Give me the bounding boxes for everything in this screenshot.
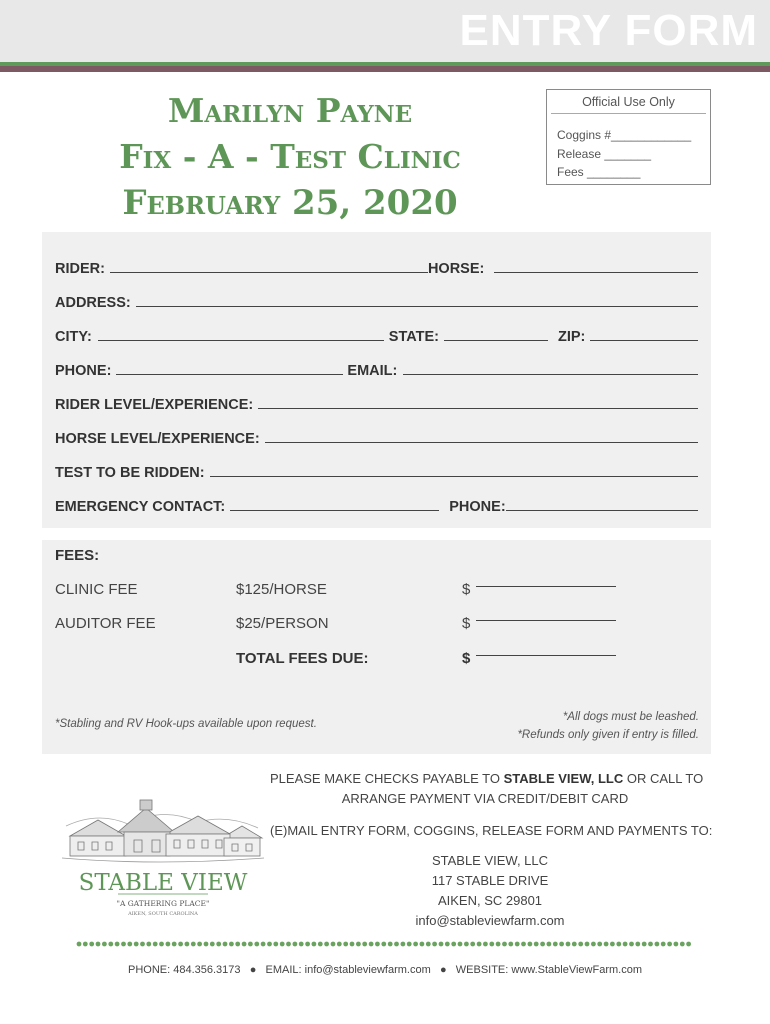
city-field[interactable] — [98, 340, 384, 341]
mailing-street: 117 STABLE DRIVE — [431, 873, 549, 888]
official-use-title: Official Use Only — [551, 95, 706, 114]
clinic-fee-field[interactable] — [476, 586, 616, 587]
total-fees-currency: $ — [462, 650, 471, 667]
phone-field[interactable] — [116, 374, 343, 375]
phone-label: PHONE: — [55, 363, 112, 379]
event-clinician: Marilyn Payne — [167, 91, 413, 130]
clinic-fee-price: $125/HORSE — [236, 581, 327, 598]
event-title — [100, 88, 480, 226]
city-label: CITY: — [55, 329, 92, 345]
horse-level-label: HORSE LEVEL/EXPERIENCE: — [55, 431, 260, 447]
logo-name: STABLE VIEW — [78, 870, 248, 896]
payment-pre-text: PLEASE MAKE CHECKS PAYABLE TO — [270, 771, 504, 786]
logo-tagline: "A GATHERING PLACE" — [116, 899, 210, 908]
auditor-fee-field[interactable] — [476, 620, 616, 621]
total-fees-field[interactable] — [476, 655, 616, 656]
email-instructions: (E)MAIL ENTRY FORM, COGGINS, RELEASE FORM AND PAYMENTS TO: — [270, 823, 713, 838]
rider-level-field[interactable] — [258, 408, 698, 409]
mailing-name: STABLE VIEW, LLC — [431, 853, 549, 868]
dotted-divider — [76, 937, 696, 951]
emergency-label: EMERGENCY CONTACT: — [55, 499, 226, 515]
horse-label: HORSE: — [427, 261, 485, 277]
zip-label: ZIP: — [558, 329, 586, 345]
state-label: STATE: — [388, 329, 439, 345]
payment-post-text: OR CALL TO — [623, 771, 704, 786]
payment-instructions-line2: ARRANGE PAYMENT VIA CREDIT/DEBIT CARD — [341, 791, 629, 806]
emergency-phone-label: PHONE: — [449, 499, 506, 515]
address-row — [55, 289, 698, 311]
official-use-box — [546, 89, 711, 185]
form-title: ENTRY FORM — [459, 6, 758, 55]
address-label: ADDRESS: — [55, 295, 131, 311]
footer-phone: PHONE: 484.356.3173 — [128, 964, 241, 976]
address-field[interactable] — [136, 306, 698, 307]
footer-email[interactable]: EMAIL: info@stableviewfarm.com — [265, 964, 431, 976]
horse-field[interactable] — [494, 272, 698, 273]
clinic-fee-currency: $ — [462, 581, 471, 598]
rider-level-row — [55, 391, 698, 413]
header-banner — [0, 0, 770, 62]
footer-separator-1: ● — [249, 964, 257, 976]
refund-note: *Refunds only given if entry is filled. — [517, 729, 699, 741]
emergency-field[interactable] — [230, 510, 439, 511]
email-field[interactable] — [403, 374, 698, 375]
mailing-email: info@stableviewfarm.com — [415, 913, 565, 928]
event-name: Fix - A - Test Clinic — [119, 137, 461, 176]
mailing-city: AIKEN, SC 29801 — [437, 893, 543, 908]
city-state-zip-row — [55, 323, 698, 345]
rider-label: RIDER: — [55, 261, 105, 277]
test-row — [55, 459, 698, 481]
state-field[interactable] — [444, 340, 548, 341]
stable-view-logo — [58, 786, 268, 926]
auditor-fee-price: $25/PERSON — [236, 615, 329, 632]
release-field: Release _______ — [557, 147, 652, 161]
horse-level-field[interactable] — [265, 442, 698, 443]
auditor-fee-currency: $ — [462, 615, 471, 632]
zip-field[interactable] — [590, 340, 698, 341]
horse-level-row — [55, 425, 698, 447]
mauve-stripe — [0, 66, 770, 72]
coggins-field: Coggins #____________ — [557, 128, 692, 142]
email-label: EMAIL: — [347, 363, 398, 379]
auditor-fee-label: AUDITOR FEE — [55, 615, 156, 632]
footer-contact — [0, 964, 770, 976]
test-field[interactable] — [210, 476, 698, 477]
total-fees-label: TOTAL FEES DUE: — [236, 650, 369, 667]
rider-field[interactable] — [110, 272, 428, 273]
emergency-row — [55, 493, 698, 515]
payment-instructions-line1 — [270, 771, 704, 786]
logo-location: AIKEN, SOUTH CAROLINA — [128, 911, 198, 917]
dogs-note: *All dogs must be leashed. — [562, 711, 699, 723]
event-date: February 25, 2020 — [122, 183, 458, 223]
footer-website[interactable]: WEBSITE: www.StableViewFarm.com — [455, 964, 642, 976]
clinic-fee-label: CLINIC FEE — [55, 581, 138, 598]
rider-horse-row — [55, 255, 698, 277]
footer-separator-2: ● — [439, 964, 447, 976]
emergency-phone-field[interactable] — [506, 510, 698, 511]
phone-email-row — [55, 357, 698, 379]
payee-name: STABLE VIEW, LLC — [503, 771, 624, 786]
stabling-note: *Stabling and RV Hook-ups available upon request. — [55, 718, 317, 730]
fees-office-field: Fees ________ — [557, 165, 641, 179]
fees-heading: FEES: — [55, 547, 100, 564]
rider-level-label: RIDER LEVEL/EXPERIENCE: — [55, 397, 254, 413]
test-label: TEST TO BE RIDDEN: — [55, 465, 205, 481]
